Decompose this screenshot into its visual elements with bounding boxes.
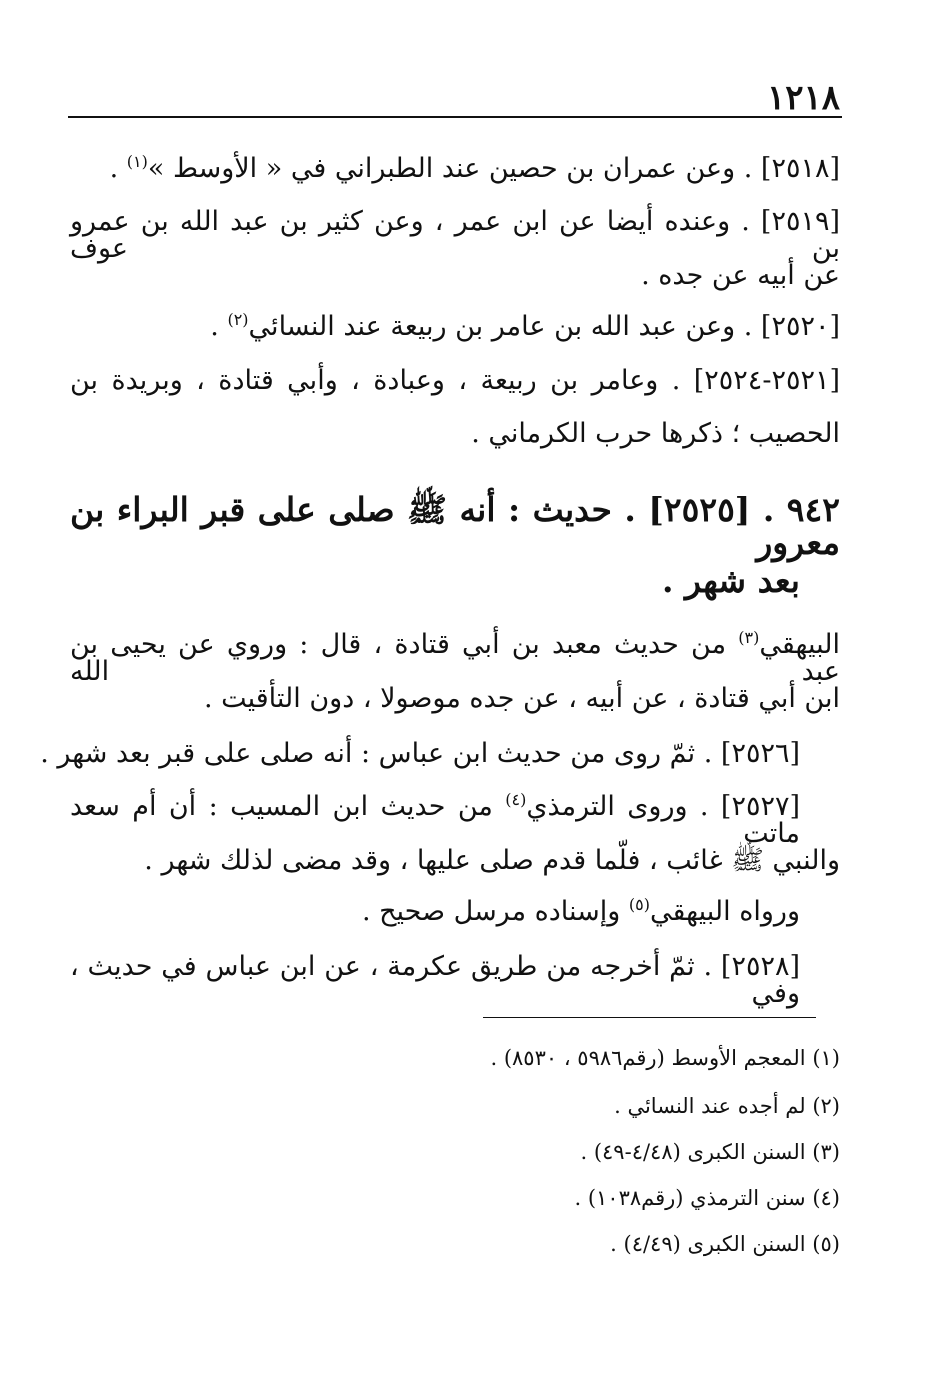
- footnote: (٢) لم أجده عند النسائي .: [614, 1094, 840, 1118]
- footnote-ref: (٥): [628, 895, 651, 914]
- text-line: [٢٥٢٧] . وروى الترمذي$^{(٤)}$ من حديث ابن المسيب : أن أم سعد ماتت: [70, 790, 800, 849]
- footnote-ref: (٣): [738, 628, 760, 647]
- text-line: عن أبيه عن جده .: [641, 260, 840, 291]
- text-line: [٢٥١٨] . وعن عمران بن حصين عند الطبراني في « الأوسط »$^{(١)}$ .: [109, 152, 840, 184]
- page-number: ١٢١٨: [766, 78, 840, 118]
- text-line: والنبي ﷺ غائب ، فلّما قدم صلى عليها ، وقد مضى لذلك شهر .: [144, 845, 840, 876]
- footnote: (٣) السنن الكبرى (٤/٤٨-٤٩) .: [580, 1140, 840, 1164]
- text-line: [٢٥٢٨] . ثمّ أخرجه من طريق عكرمة ، عن ابن عباس في حديث ، وفي: [70, 951, 801, 1009]
- text-line: [٢٥٢١-٢٥٢٤] . وعامر بن ربيعة ، وعبادة ، وأبي قتادة ، وبريدة بن: [70, 365, 840, 396]
- text-line: [٢٥٢٦] . ثمّ روى من حديث ابن عباس : أنه صلى على قبر بعد شهر .: [40, 738, 800, 769]
- text-line: ورواه البيهقي$^{(٥)}$ وإسناده مرسل صحيح .: [361, 895, 800, 927]
- text-line: ابن أبي قتادة ، عن أبيه ، عن جده موصولا ، دون التأقيت .: [203, 683, 840, 714]
- text-line: البيهقي$^{(٣)}$ من حديث معبد بن أبي قتادة ، قال : وروي عن يحيى بن عبد الله: [70, 628, 840, 687]
- text-line: الحصيب ؛ ذكرها حرب الكرماني .: [471, 418, 840, 449]
- footnote: (٥) السنن الكبرى (٤/٤٩) .: [610, 1232, 840, 1256]
- footnote-ref: (١): [126, 152, 148, 171]
- footnote: (٤) سنن الترمذي (رقم١٠٣٨) .: [574, 1186, 840, 1210]
- text-line: [٢٥٢٠] . وعن عبد الله بن عامر بن ربيعة عند النسائي$^{(٢)}$ .: [210, 310, 840, 342]
- footnote-ref: (٢): [227, 310, 249, 329]
- header-rule: [68, 116, 842, 118]
- hadith-heading-cont: بعد شهر .: [662, 561, 800, 600]
- footnote-ref: (٤): [505, 790, 527, 809]
- footnote-separator: [483, 1017, 816, 1018]
- text-line: [٢٥١٩] . وعنده أيضا عن ابن عمر ، وعن كثير بن عبد الله بن عمرو بن عوف: [70, 206, 840, 264]
- hadith-heading: ٩٤٢ . [٢٥٢٥] . حديث : أنه ﷺ صلى على قبر البراء بن معرور: [70, 490, 840, 562]
- footnote: (١) المعجم الأوسط (رقم٥٩٨٦ ، ٨٥٣٠) .: [490, 1046, 840, 1070]
